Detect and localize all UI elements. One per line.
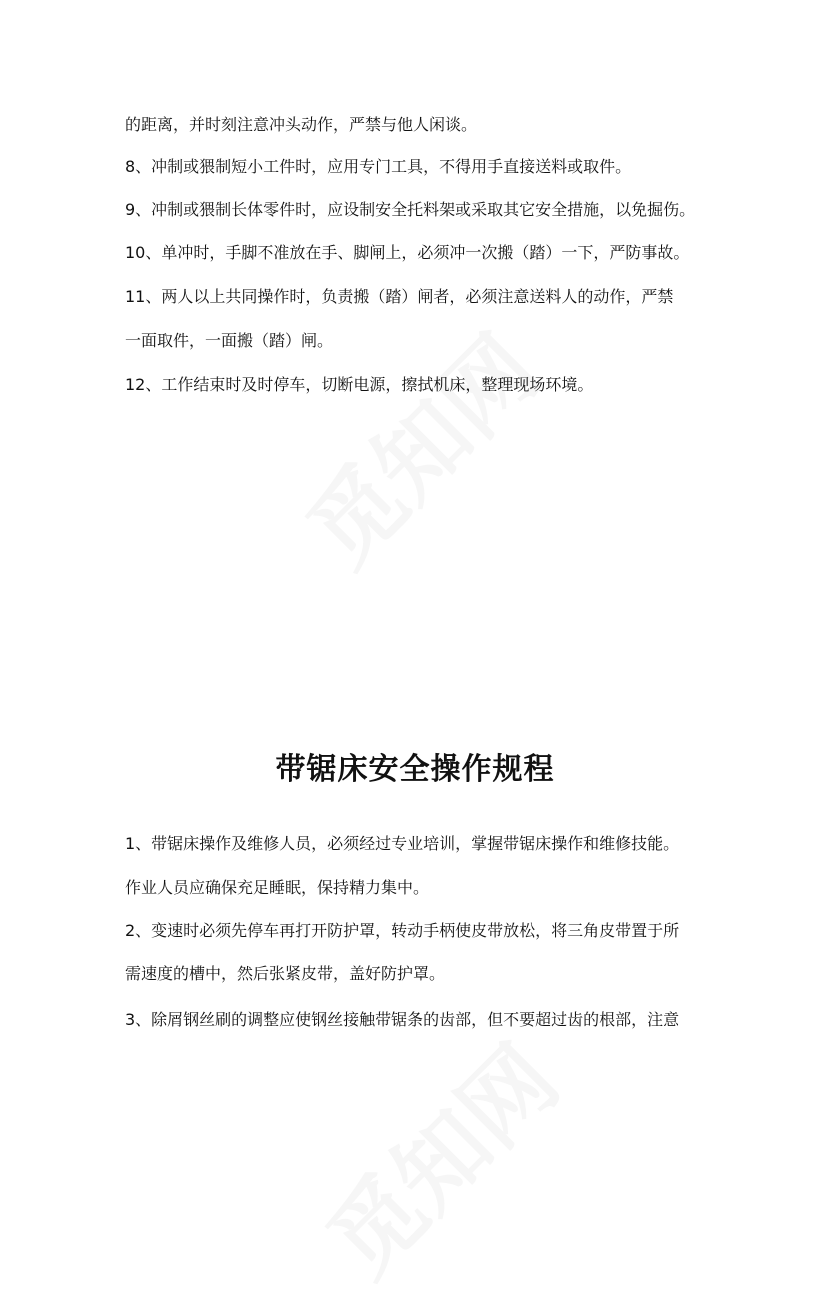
paragraph-line: 一面取件，一面搬（踏）闸。 [125, 331, 334, 350]
paragraph-line: 需速度的槽中，然后张紧皮带，盖好防护罩。 [125, 964, 446, 983]
watermark-lower [294, 1012, 583, 1300]
paragraph-line: 2、变速时必须先停车再打开防护罩，转动手柄使皮带放松，将三角皮带置于所 [125, 921, 680, 940]
paragraph-line: 1、带锯床操作及维修人员，必须经过专业培训，掌握带锯床操作和维修技能。 [125, 834, 680, 853]
paragraph-line: 的距离，并时刻注意冲头动作，严禁与他人闲谈。 [125, 115, 478, 134]
paragraph-line: 作业人员应确保充足睡眠，保持精力集中。 [125, 878, 430, 897]
paragraph-line: 3、除屑钢丝刷的调整应使钢丝接触带锯条的齿部，但不要超过齿的根部，注意 [125, 1010, 680, 1029]
paragraph-line: 11、两人以上共同操作时，负责搬（踏）闸者，必须注意送料人的动作，严禁 [125, 287, 674, 306]
section-title: 带锯床安全操作规程 [275, 752, 555, 787]
paragraph-line: 9、冲制或猥制长体零件时，应设制安全托料架或采取其它安全措施，以免掘伤。 [125, 200, 696, 219]
paragraph-line: 10、单冲时，手脚不准放在手、脚闸上，必须冲一次搬（踏）一下，严防事故。 [125, 243, 690, 262]
paragraph-line: 12、工作结束时及时停车，切断电源，擦拭机床，整理现场环境。 [125, 375, 594, 394]
paragraph-line: 8、冲制或猥制短小工件时，应用专门工具，不得用手直接送料或取件。 [125, 157, 632, 176]
